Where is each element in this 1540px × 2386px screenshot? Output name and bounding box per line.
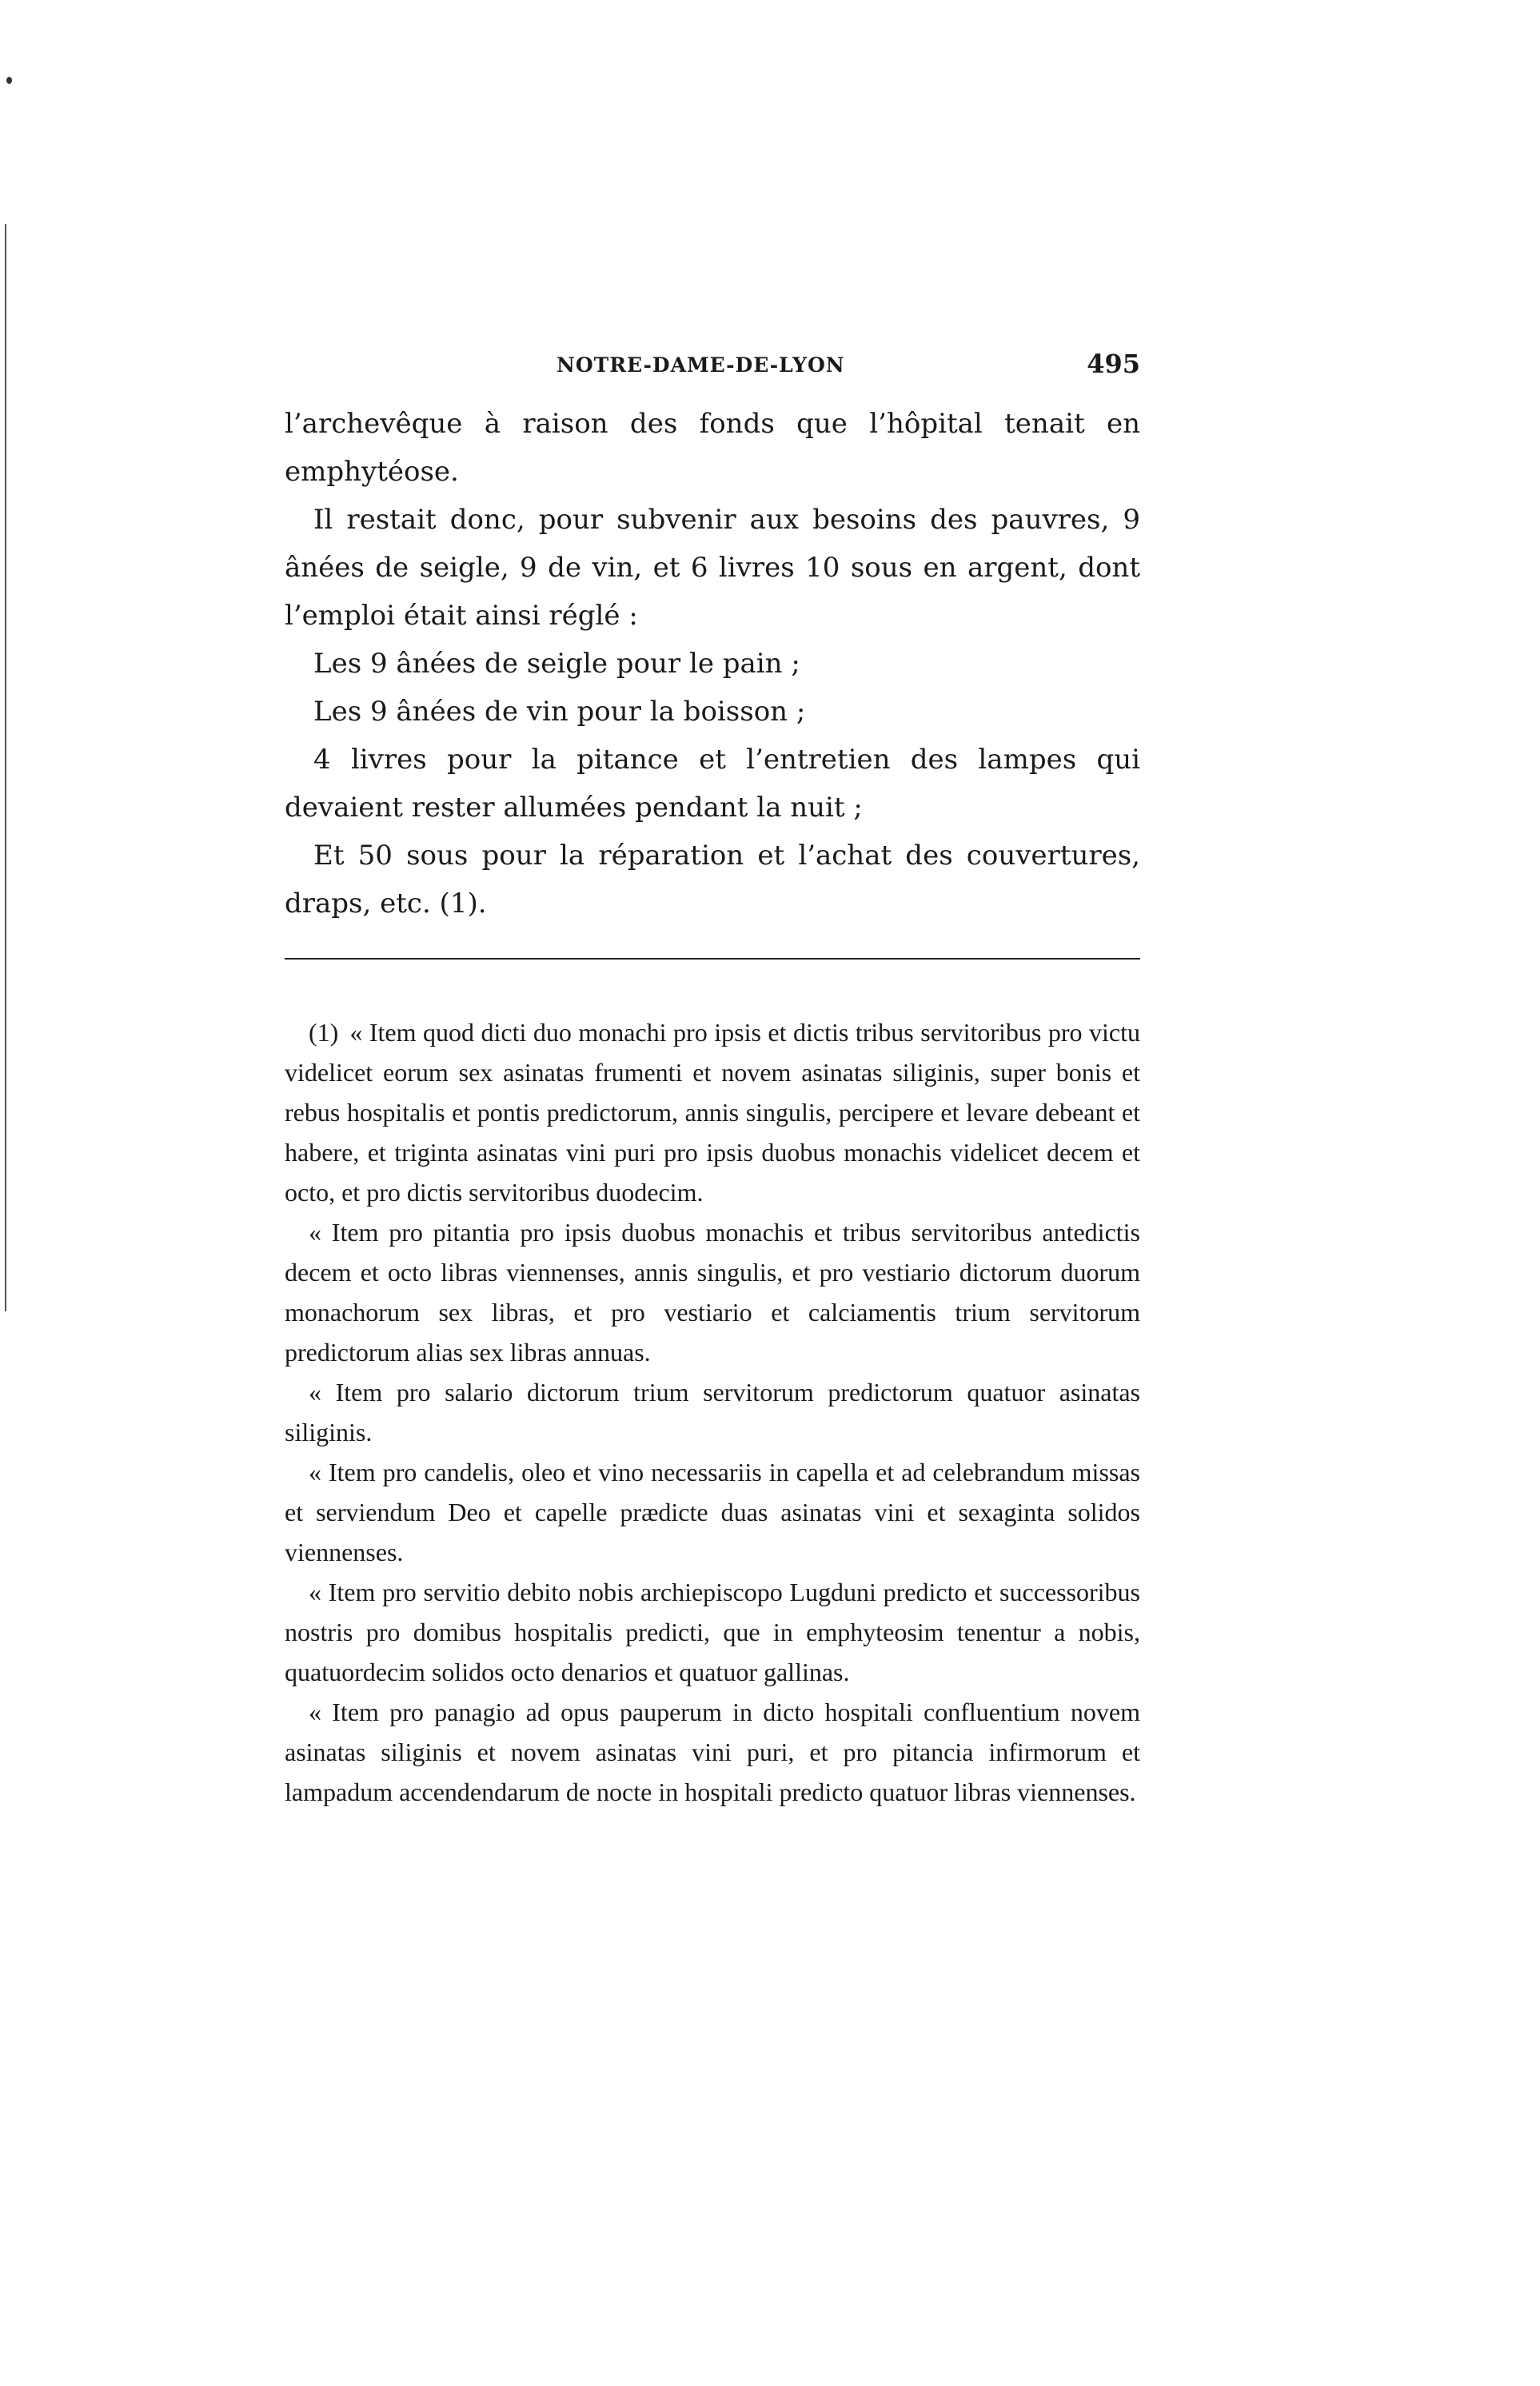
footnote-marker: (1)	[309, 1018, 339, 1047]
paragraph: Les 9 ânées de seigle pour le pain ;	[313, 648, 800, 680]
ink-speck	[6, 77, 12, 84]
footnote-paragraph: « Item pro salario dictorum trium servitorum predictorum quatuor asinatas siliginis.	[285, 1378, 1140, 1446]
binding-edge-line	[5, 224, 6, 1311]
footnote-text: « Item quod dicti duo monachi pro ipsis et dictis tribus servitoribus pro victu videlicet eorum sex asinatas frumenti et novem asinatas siliginis, super bonis et rebus hospitalis et pontis predictorum, annis singulis, percipere et levare debeant et habere, et triginta asinatas vini puri pro ipsis duobus monachis videlicet decem et octo, et pro dictis servitoribus duodecim.	[285, 1018, 1140, 1207]
footnote-paragraph: « Item pro pitantia pro ipsis duobus monachis et tribus servitoribus antedictis decem et octo libras viennenses, annis singulis, et pro vestiario dictorum duorum monachorum sex libras, et pro vestiario et calciamentis trium servitorum predictorum alias sex libras annuas.	[285, 1218, 1140, 1367]
paragraph: Et 50 sous pour la réparation et l’achat des couvertures, draps, etc. (1).	[285, 840, 1140, 920]
footnote-paragraph: « Item pro panagio ad opus pauperum in dicto hospitali confluentium novem asinatas siliginis et novem asinatas vini puri, et pro pitancia infirmorum et lampadum accendendarum de nocte in hospitali predicto quatuor libras viennenses.	[285, 1698, 1140, 1806]
main-text	[285, 400, 1140, 928]
paragraph: Les 9 ânées de vin pour la boisson ;	[313, 696, 806, 728]
footnote-rule	[285, 958, 1140, 960]
paragraph: 4 livres pour la pitance et l’entretien des lampes qui devaient rester allumées pendant la nuit ;	[285, 744, 1140, 824]
page-header	[285, 349, 1140, 389]
page-number: 495	[1087, 349, 1140, 379]
footnote-paragraph	[285, 1012, 1140, 1212]
paragraph: l’archevêque à raison des fonds que l’hôpital tenait en emphytéose.	[285, 408, 1140, 488]
paragraph: Il restait donc, pour subvenir aux besoins des pauvres, 9 ânées de seigle, 9 de vin, et 6 livres 10 sous en argent, dont l’emploi était ainsi réglé :	[285, 504, 1140, 632]
footnote-paragraph: « Item pro servitio debito nobis archiepiscopo Lugduni predicto et successoribus nostris pro domibus hospitalis predicti, que in emphyteosim tenentur a nobis, quatuordecim solidos octo denarios et quatuor gallinas.	[285, 1578, 1140, 1686]
footnote-paragraph: « Item pro candelis, oleo et vino necessariis in capella et ad celebrandum missas et serviendum Deo et capelle prædicte duas asinatas vini et sexaginta solidos viennenses.	[285, 1458, 1140, 1566]
footnotes	[285, 1012, 1140, 1812]
running-head: NOTRE-DAME-DE-LYON	[557, 353, 845, 377]
